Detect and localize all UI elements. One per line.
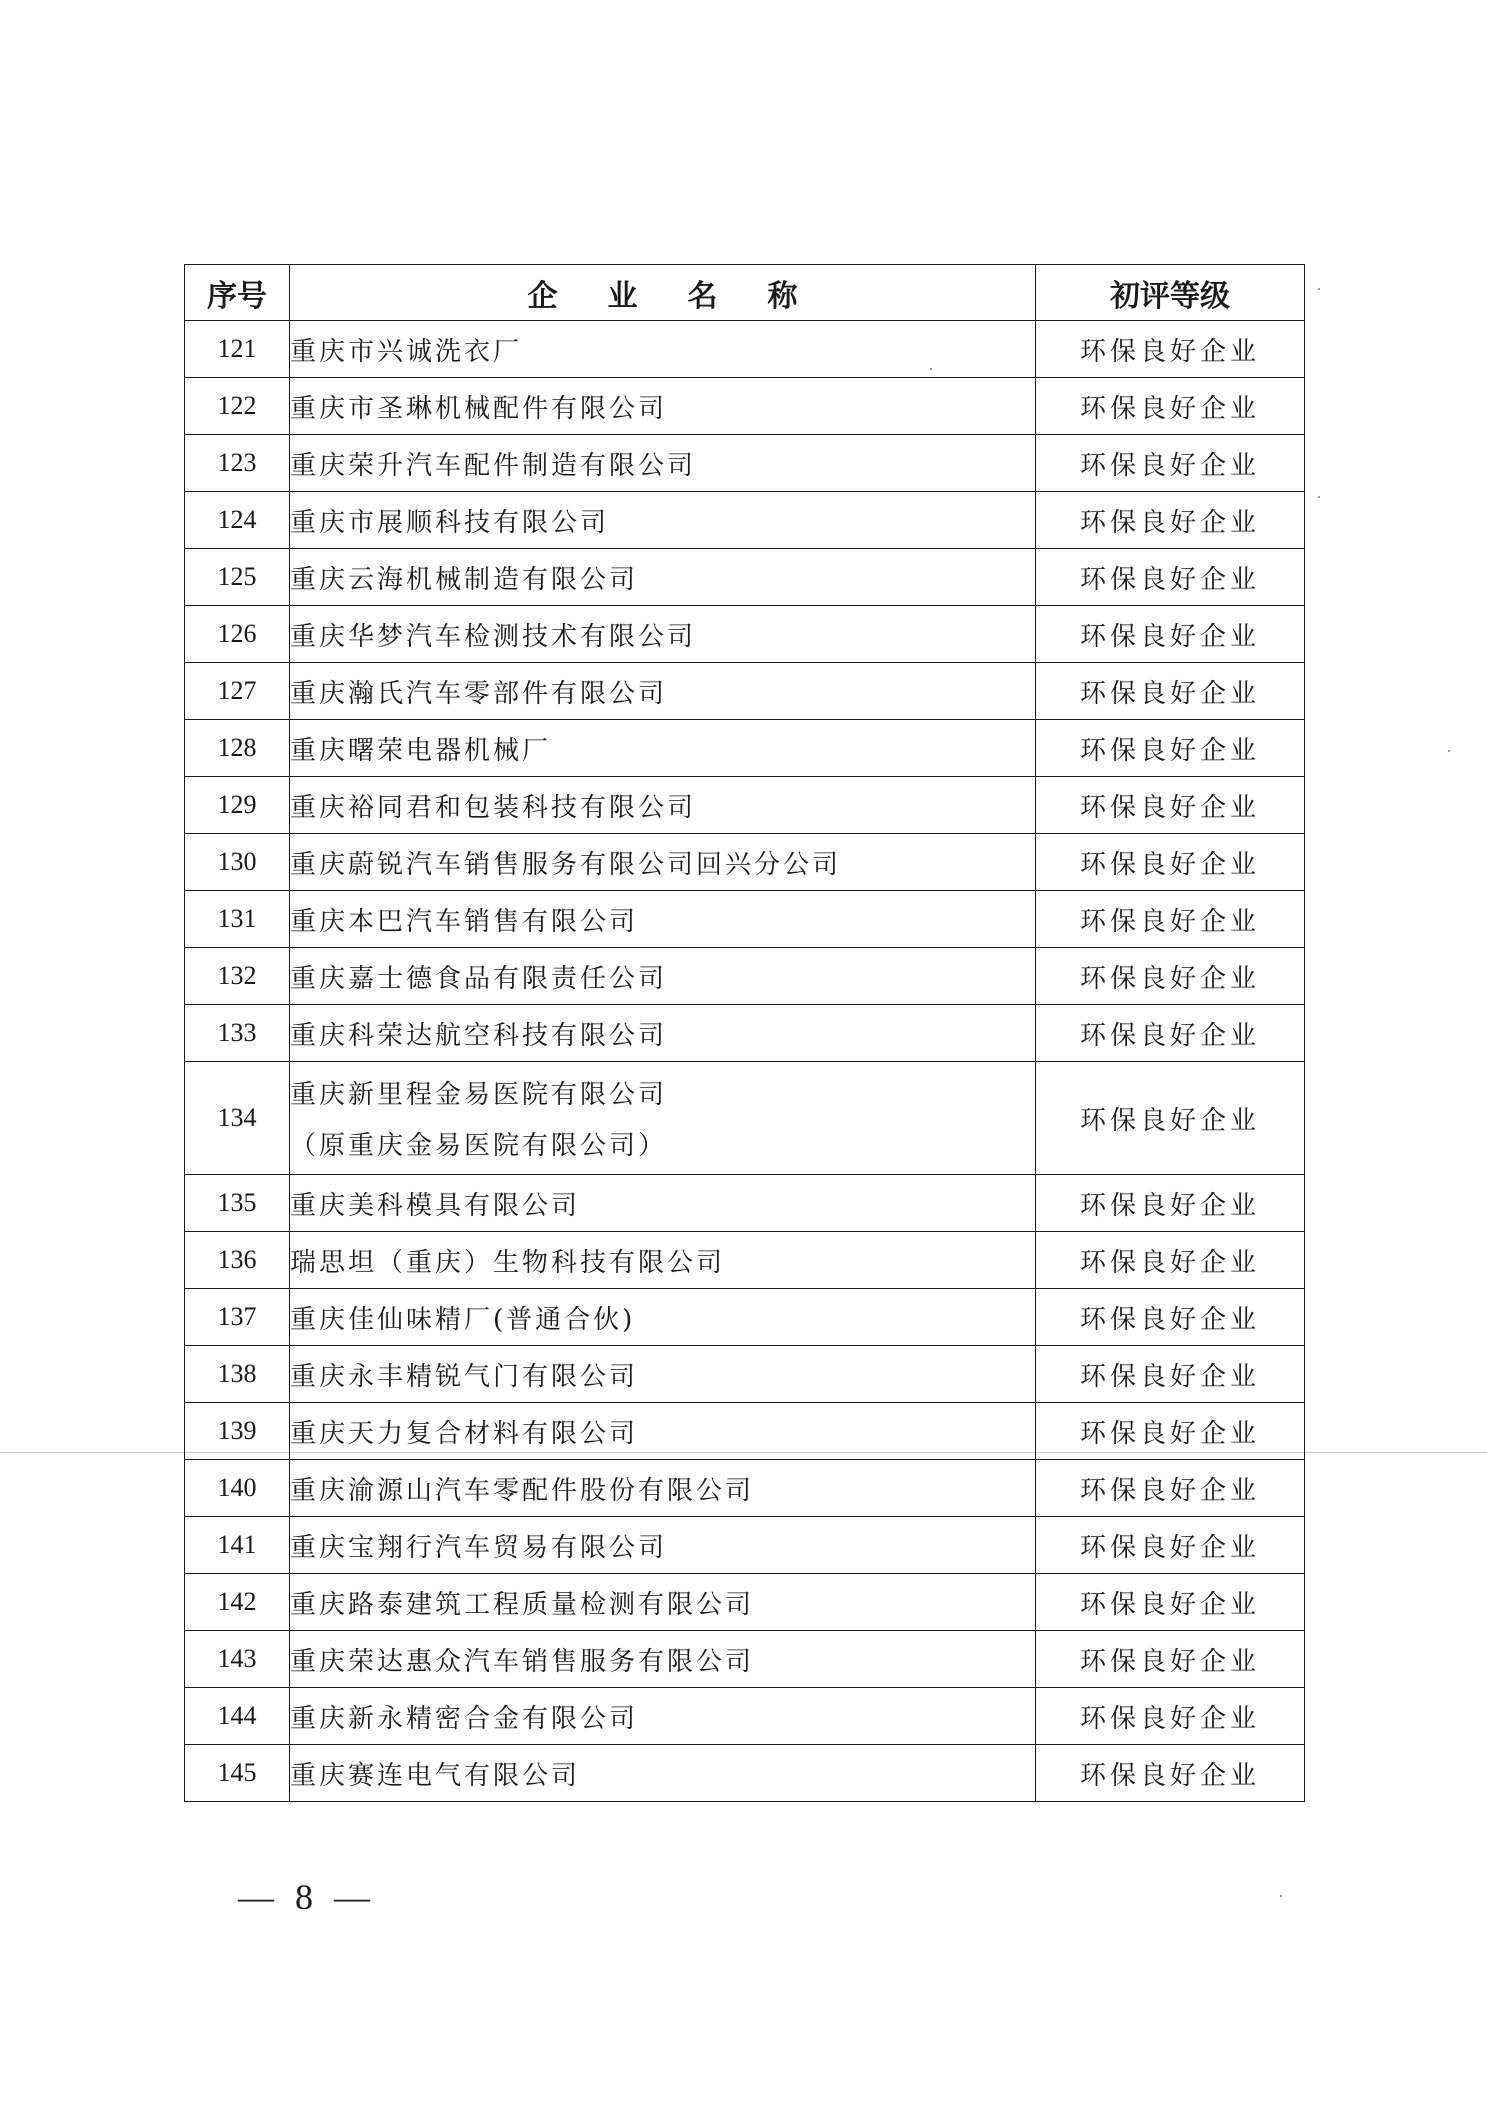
row-number: 121 <box>185 321 290 378</box>
table-row <box>185 1631 1305 1688</box>
table-row <box>185 321 1305 378</box>
table-row <box>185 663 1305 720</box>
row-number: 127 <box>185 663 290 720</box>
enterprise-name: 重庆嘉士德食品有限责任公司 <box>290 948 1036 1005</box>
evaluation-grade: 环保良好企业 <box>1036 777 1305 834</box>
table-row <box>185 1574 1305 1631</box>
page-number: — 8 — <box>238 1877 376 1917</box>
row-number: 137 <box>185 1289 290 1346</box>
evaluation-grade: 环保良好企业 <box>1036 948 1305 1005</box>
table-row <box>185 1346 1305 1403</box>
evaluation-grade: 环保良好企业 <box>1036 891 1305 948</box>
evaluation-grade: 环保良好企业 <box>1036 1346 1305 1403</box>
table-row <box>185 1460 1305 1517</box>
table-row <box>185 834 1305 891</box>
enterprise-name: 重庆瀚氏汽车零部件有限公司 <box>290 663 1036 720</box>
evaluation-grade: 环保良好企业 <box>1036 606 1305 663</box>
row-number: 123 <box>185 435 290 492</box>
enterprise-name: 重庆云海机械制造有限公司 <box>290 549 1036 606</box>
row-number: 136 <box>185 1232 290 1289</box>
enterprise-name: 重庆市兴诚洗衣厂 <box>290 321 1036 378</box>
enterprise-name: 重庆华梦汽车检测技术有限公司 <box>290 606 1036 663</box>
table-row <box>185 1175 1305 1232</box>
table-row <box>185 1517 1305 1574</box>
scan-speck <box>1448 750 1450 752</box>
table-row <box>185 1005 1305 1062</box>
header-name-text: 企业名称 <box>527 278 848 314</box>
evaluation-grade: 环保良好企业 <box>1036 1403 1305 1460</box>
row-number: 141 <box>185 1517 290 1574</box>
enterprise-name: 重庆永丰精锐气门有限公司 <box>290 1346 1036 1403</box>
scan-speck <box>1318 288 1320 290</box>
evaluation-grade: 环保良好企业 <box>1036 378 1305 435</box>
evaluation-grade: 环保良好企业 <box>1036 1062 1305 1175</box>
enterprise-name: 重庆路泰建筑工程质量检测有限公司 <box>290 1574 1036 1631</box>
evaluation-grade: 环保良好企业 <box>1036 492 1305 549</box>
header-no: 序号 <box>185 265 290 321</box>
evaluation-grade: 环保良好企业 <box>1036 1745 1305 1802</box>
evaluation-grade: 环保良好企业 <box>1036 720 1305 777</box>
enterprise-name: 重庆天力复合材料有限公司 <box>290 1403 1036 1460</box>
row-number: 131 <box>185 891 290 948</box>
enterprise-former-name: （原重庆金易医院有限公司） <box>290 1131 668 1161</box>
enterprise-name: 瑞思坦（重庆）生物科技有限公司 <box>290 1232 1036 1289</box>
enterprise-name: 重庆市展顺科技有限公司 <box>290 492 1036 549</box>
table-row <box>185 606 1305 663</box>
enterprise-name: 重庆荣达惠众汽车销售服务有限公司 <box>290 1631 1036 1688</box>
evaluation-grade: 环保良好企业 <box>1036 1631 1305 1688</box>
table-header-row <box>185 265 1305 321</box>
enterprise-name: 重庆赛连电气有限公司 <box>290 1745 1036 1802</box>
table-row <box>185 777 1305 834</box>
enterprise-name: 重庆宝翔行汽车贸易有限公司 <box>290 1517 1036 1574</box>
row-number: 126 <box>185 606 290 663</box>
evaluation-grade: 环保良好企业 <box>1036 435 1305 492</box>
evaluation-grade: 环保良好企业 <box>1036 1232 1305 1289</box>
evaluation-grade: 环保良好企业 <box>1036 1460 1305 1517</box>
evaluation-grade: 环保良好企业 <box>1036 549 1305 606</box>
table-row <box>185 435 1305 492</box>
table-row <box>185 948 1305 1005</box>
enterprise-name: 重庆曙荣电器机械厂 <box>290 720 1036 777</box>
table-row <box>185 1688 1305 1745</box>
row-number: 129 <box>185 777 290 834</box>
evaluation-grade: 环保良好企业 <box>1036 834 1305 891</box>
row-number: 130 <box>185 834 290 891</box>
row-number: 128 <box>185 720 290 777</box>
enterprise-name: 重庆佳仙味精厂(普通合伙) <box>290 1289 1036 1346</box>
scan-speck <box>1280 1895 1282 1897</box>
evaluation-grade: 环保良好企业 <box>1036 1574 1305 1631</box>
scan-speck <box>1318 496 1320 498</box>
row-number: 140 <box>185 1460 290 1517</box>
table-row <box>185 1745 1305 1802</box>
enterprise-name: 重庆裕同君和包装科技有限公司 <box>290 777 1036 834</box>
table-row <box>185 378 1305 435</box>
row-number: 132 <box>185 948 290 1005</box>
row-number: 122 <box>185 378 290 435</box>
table-row <box>185 1232 1305 1289</box>
table-row <box>185 1289 1305 1346</box>
row-number: 139 <box>185 1403 290 1460</box>
row-number: 144 <box>185 1688 290 1745</box>
row-number: 138 <box>185 1346 290 1403</box>
enterprise-name: 重庆蔚锐汽车销售服务有限公司回兴分公司 <box>290 834 1036 891</box>
row-number: 134 <box>185 1062 290 1175</box>
row-number: 143 <box>185 1631 290 1688</box>
row-number: 142 <box>185 1574 290 1631</box>
enterprise-name: 重庆渝源山汽车零配件股份有限公司 <box>290 1460 1036 1517</box>
evaluation-grade: 环保良好企业 <box>1036 1517 1305 1574</box>
enterprise-name: 重庆科荣达航空科技有限公司 <box>290 1005 1036 1062</box>
row-number: 135 <box>185 1175 290 1232</box>
evaluation-grade: 环保良好企业 <box>1036 1005 1305 1062</box>
enterprise-name-line: 重庆新里程金易医院有限公司 <box>290 1080 668 1110</box>
evaluation-grade: 环保良好企业 <box>1036 321 1305 378</box>
header-grade: 初评等级 <box>1036 265 1305 321</box>
table-body <box>185 321 1305 1802</box>
table-row <box>185 549 1305 606</box>
enterprise-name: 重庆本巴汽车销售有限公司 <box>290 891 1036 948</box>
header-name <box>290 265 1036 321</box>
table-row <box>185 1062 1305 1175</box>
row-number: 145 <box>185 1745 290 1802</box>
table-row <box>185 720 1305 777</box>
evaluation-grade: 环保良好企业 <box>1036 663 1305 720</box>
row-number: 124 <box>185 492 290 549</box>
row-number: 133 <box>185 1005 290 1062</box>
table-row <box>185 1403 1305 1460</box>
row-number: 125 <box>185 549 290 606</box>
evaluation-grade: 环保良好企业 <box>1036 1175 1305 1232</box>
table-row <box>185 492 1305 549</box>
enterprise-name: 重庆美科模具有限公司 <box>290 1175 1036 1232</box>
enterprise-table <box>184 264 1305 1802</box>
enterprise-name <box>290 1062 1036 1175</box>
table-row <box>185 891 1305 948</box>
enterprise-name: 重庆荣升汽车配件制造有限公司 <box>290 435 1036 492</box>
evaluation-grade: 环保良好企业 <box>1036 1688 1305 1745</box>
evaluation-grade: 环保良好企业 <box>1036 1289 1305 1346</box>
enterprise-name: 重庆市圣琳机械配件有限公司 <box>290 378 1036 435</box>
enterprise-name: 重庆新永精密合金有限公司 <box>290 1688 1036 1745</box>
